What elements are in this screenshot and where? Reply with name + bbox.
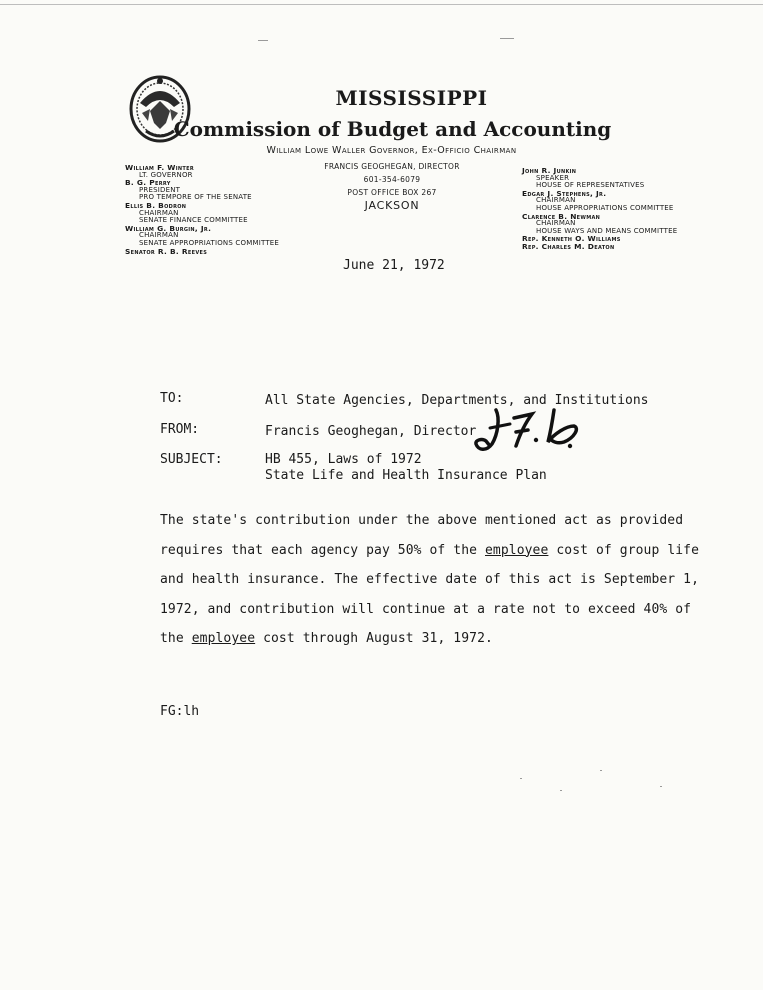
left-member-list [125,164,315,255]
to-label: TO: [160,391,184,406]
member-title-2: PRO TEMPORE OF THE SENATE [139,193,252,202]
scan-speck [258,40,268,41]
subject-line-1: HB 455, Laws of 1972 [265,452,422,467]
member-title: CHAIRMAN [536,219,576,228]
director-block [300,160,484,212]
phone-number: 601-354-6079 [363,175,421,184]
member-name: Rep. Charles M. Deaton [522,241,615,251]
member-title: LT. GOVERNOR [139,170,193,179]
member-entry [125,225,315,248]
body-text-run: the [160,631,192,646]
member-name: Ellis B. Bodron [125,200,187,210]
scan-speck [560,790,562,791]
member-title: PRESIDENT [139,185,181,194]
member-name: Edgar J. Stephens, Jr. [522,188,607,198]
member-title: CHAIRMAN [536,196,576,205]
member-entry [522,213,722,236]
body-text-run: cost through August 31, 1972. [255,631,493,646]
from-value: Francis Geoghegan, Director [265,424,477,439]
member-name: William F. Winter [125,163,194,172]
scan-speck [660,786,662,787]
body-line: and health insurance. The effective date of this act is September 1, [160,572,700,587]
commission-title: Commission of Budget and Accounting [173,117,612,141]
member-entry [522,190,722,213]
right-member-list [522,167,722,251]
member-title: SPEAKER [536,173,570,182]
member-name: Clarence B. Newman [522,211,601,221]
to-value: All State Agencies, Departments, and Institutions [265,393,649,408]
member-title-2: SENATE FINANCE COMMITTEE [139,216,248,225]
underlined-word: employee [191,631,256,646]
body-paragraph [160,506,720,654]
scan-speck [520,778,522,779]
member-entry [522,243,722,251]
member-title-2: HOUSE OF REPRESENTATIVES [536,181,645,190]
subject-line-2: State Life and Health Insurance Plan [265,468,547,483]
underlined-word: employee [485,542,549,558]
body-line: The state's contribution under the above mentioned act as provided [160,513,684,528]
member-title: CHAIRMAN [139,231,179,240]
member-name: Senator R. B. Reeves [125,246,208,256]
body-text-run: cost of group life [548,542,700,558]
scan-speck [500,38,514,39]
member-name: John R. Junkin [522,166,577,175]
member-entry [125,164,315,179]
body-line [160,624,720,654]
scan-speck [600,770,602,771]
member-entry [125,248,315,256]
member-entry [125,179,315,202]
from-label: FROM: [160,422,200,437]
handwritten-initials-signature [470,404,586,458]
body-line [160,536,720,566]
member-entry [522,167,722,190]
letter-date: June 21, 1972 [343,258,445,273]
member-title-2: HOUSE WAYS AND MEANS COMMITTEE [536,226,678,235]
body-text-run: requires that each agency pay 50% of the [160,542,485,558]
member-name: Rep. Kenneth O. Williams [522,234,621,244]
body-line: 1972, and contribution will continue at a rate not to exceed 40% of [160,601,692,617]
po-box: POST OFFICE BOX 267 [347,188,437,197]
state-name: MISSISSIPPI [335,86,488,110]
member-name: B. G. Perry [125,178,171,188]
subject-label: SUBJECT: [160,452,223,467]
member-name: William G. Burgin, Jr. [125,223,212,233]
city: JACKSON [364,199,420,212]
member-title: CHAIRMAN [139,208,179,217]
typist-initials: FG:lh [160,704,200,719]
member-entry [125,202,315,225]
member-title-2: HOUSE APPROPRIATIONS COMMITTEE [536,203,674,212]
director-name: FRANCIS GEOGHEGAN, DIRECTOR [324,162,460,171]
chairman-line: William Lowe Waller Governor, Ex-Officio Chairman [266,145,517,156]
scan-edge-line [0,4,763,5]
member-title-2: SENATE APPROPRIATIONS COMMITTEE [139,238,280,247]
